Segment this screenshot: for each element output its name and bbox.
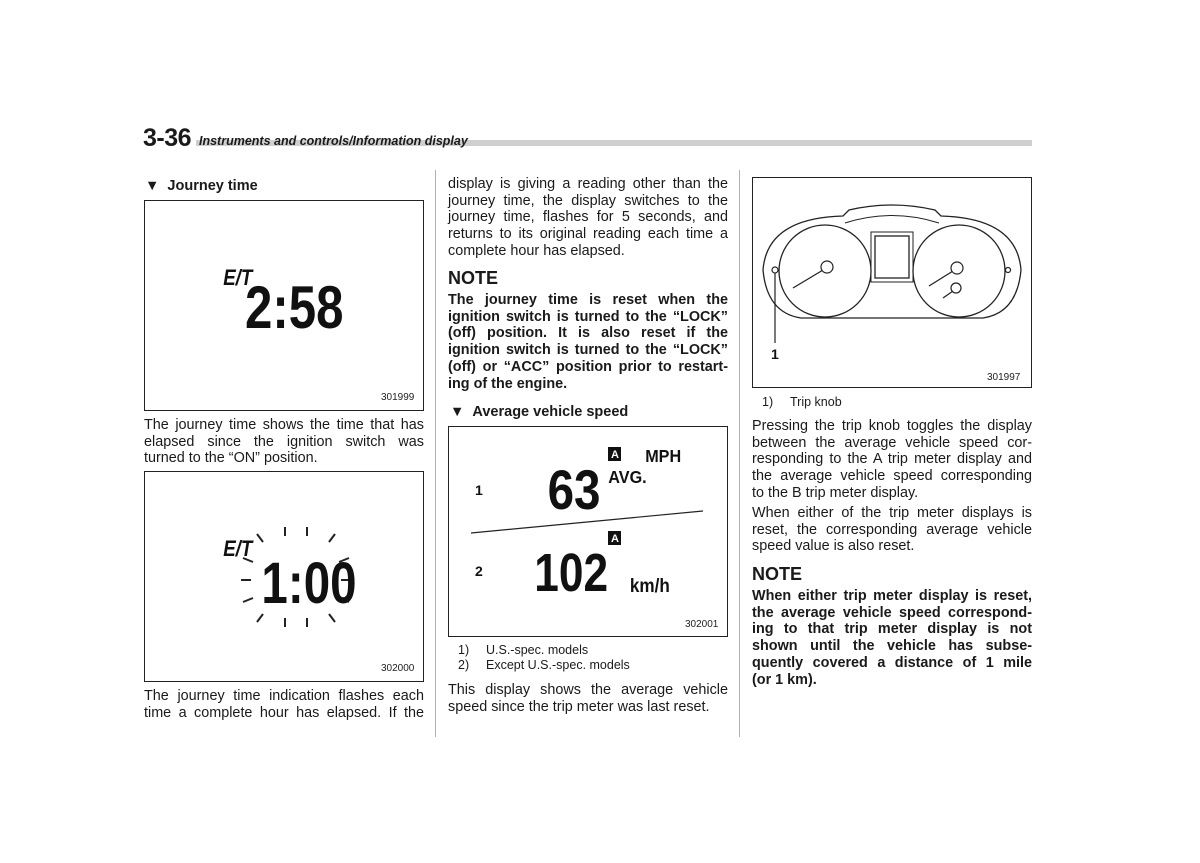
text-line: time a complete hour has elapsed. If the xyxy=(144,704,424,721)
journey-time-paragraph-1 xyxy=(144,417,424,467)
caption-number: 1) xyxy=(458,643,470,657)
text-line: ing to that trip meter display is not xyxy=(752,621,1032,638)
text-line: speed value is also reset. xyxy=(752,538,915,555)
tach-needle-hub xyxy=(951,262,963,274)
text-line: to the B trip meter display. xyxy=(752,484,919,501)
badge-a-text: A xyxy=(611,533,619,545)
text-line: the average vehicle speed corresponding xyxy=(752,468,1032,485)
trip-knob-icon xyxy=(772,267,778,273)
text-line: display is giving a reading other than the xyxy=(448,176,728,192)
caption-number: 2) xyxy=(458,658,470,672)
column-divider-2 xyxy=(739,170,740,737)
text-line: turned to the “ON” position. xyxy=(144,450,318,467)
average-speed-lcd xyxy=(449,427,727,636)
note-text xyxy=(448,292,728,392)
speed-needle-hub xyxy=(821,261,833,273)
center-display-frame xyxy=(871,232,913,282)
speed-other-digits: 102 xyxy=(534,542,609,604)
column-divider-1 xyxy=(435,170,436,737)
note-heading-2: NOTE xyxy=(752,564,803,584)
text-line: When either of the trip meter displays is xyxy=(752,505,1032,521)
heading-marker-icon: ▼ xyxy=(145,178,160,194)
text-line: The journey time indication flashes each xyxy=(144,688,424,704)
callout-2: 2 xyxy=(475,563,483,579)
caption-text: Except U.S.-spec. models xyxy=(486,658,630,672)
et-label: E/T xyxy=(223,266,253,291)
note-text-2 xyxy=(752,588,1032,688)
caption-trip-knob xyxy=(762,395,842,411)
heading-text: Journey time xyxy=(167,178,258,194)
journey-time-paragraph-2 xyxy=(144,688,424,721)
cluster-hood xyxy=(845,216,939,224)
average-speed-paragraph xyxy=(448,682,728,715)
note-heading: NOTE xyxy=(448,268,499,288)
average-speed-heading xyxy=(450,404,628,420)
heading-text: Average vehicle speed xyxy=(472,404,629,420)
fuel-needle-hub xyxy=(951,283,961,293)
text-line: (off) position. It is also reset if the xyxy=(448,325,728,342)
text-line: When either trip meter display is reset, xyxy=(752,588,1032,604)
callout-1: 1 xyxy=(475,482,483,498)
badge-a-text: A xyxy=(611,449,619,461)
caption-2 xyxy=(458,658,630,674)
text-line: responding to the A trip meter display and xyxy=(752,451,1032,468)
caption-text: Trip knob xyxy=(790,395,842,409)
text-line: The journey time is reset when the xyxy=(448,292,728,308)
text-line: ing of the engine. xyxy=(448,375,568,392)
text-line: The journey time shows the time that has xyxy=(144,417,424,433)
trip-knob-paragraph-1 xyxy=(752,418,1032,502)
text-line: journey time, flashes for 5 seconds, and xyxy=(448,209,728,226)
text-line: This display shows the average vehicle xyxy=(448,682,728,698)
text-line: (or 1 km). xyxy=(752,671,817,688)
average-speed-figure xyxy=(448,426,728,637)
text-line: speed since the trip meter was last reset. xyxy=(448,698,710,715)
caption-number: 1) xyxy=(762,395,774,409)
text-line: the average vehicle speed correspond- xyxy=(752,604,1032,621)
avg-label: AVG. xyxy=(608,467,647,488)
text-line: ignition switch is turned to the “LOCK” xyxy=(448,342,728,359)
text-line: elapsed since the ignition switch was xyxy=(144,433,424,450)
text-line: between the average vehicle speed cor- xyxy=(752,434,1032,451)
journey-time-heading xyxy=(145,178,258,194)
kmh-unit: km/h xyxy=(629,575,670,597)
lcd-display-2-58 xyxy=(145,201,423,410)
center-display xyxy=(875,236,909,278)
text-line: journey time, the display switches to the xyxy=(448,192,728,209)
text-line: Pressing the trip knob toggles the display xyxy=(752,418,1032,434)
figure-code: 301997 xyxy=(987,372,1021,383)
mph-unit: MPH xyxy=(645,446,682,467)
caption-text: U.S.-spec. models xyxy=(486,643,589,657)
page-number: 3-36 xyxy=(143,124,192,152)
text-line: quently covered a distance of 1 mile xyxy=(752,654,1032,671)
right-knob-icon xyxy=(1006,268,1011,273)
caption-1 xyxy=(458,643,588,659)
lcd-display-1-00 xyxy=(145,472,423,681)
speed-us-digits: 63 xyxy=(547,459,601,522)
instrument-cluster-drawing xyxy=(753,178,1031,387)
text-line: shown until the vehicle has subse- xyxy=(752,638,1032,655)
figure-code: 302000 xyxy=(381,663,415,674)
heading-marker-icon: ▼ xyxy=(450,404,465,420)
section-title: Instruments and controls/Information display xyxy=(199,134,468,148)
journey-time-flashing-figure xyxy=(144,471,424,682)
text-line: reset, the corresponding average vehicle xyxy=(752,521,1032,538)
text-line: ignition switch is turned to the “LOCK” xyxy=(448,308,728,325)
journey-time-figure xyxy=(144,200,424,411)
figure-code: 302001 xyxy=(685,619,719,630)
text-line: complete hour has elapsed. xyxy=(448,242,625,259)
journey-time-paragraph-3 xyxy=(448,176,728,260)
text-line: returns to its original reading each time a xyxy=(448,226,728,243)
figure-code: 301999 xyxy=(381,392,415,403)
time-digits: 2:58 xyxy=(245,273,344,342)
text-line: (off) or “ACC” position prior to restart- xyxy=(448,358,728,375)
trip-knob-paragraph-2 xyxy=(752,505,1032,555)
callout-1: 1 xyxy=(771,346,779,362)
time-digits: 1:00 xyxy=(261,551,357,617)
et-label: E/T xyxy=(223,537,253,562)
instrument-cluster-figure xyxy=(752,177,1032,388)
